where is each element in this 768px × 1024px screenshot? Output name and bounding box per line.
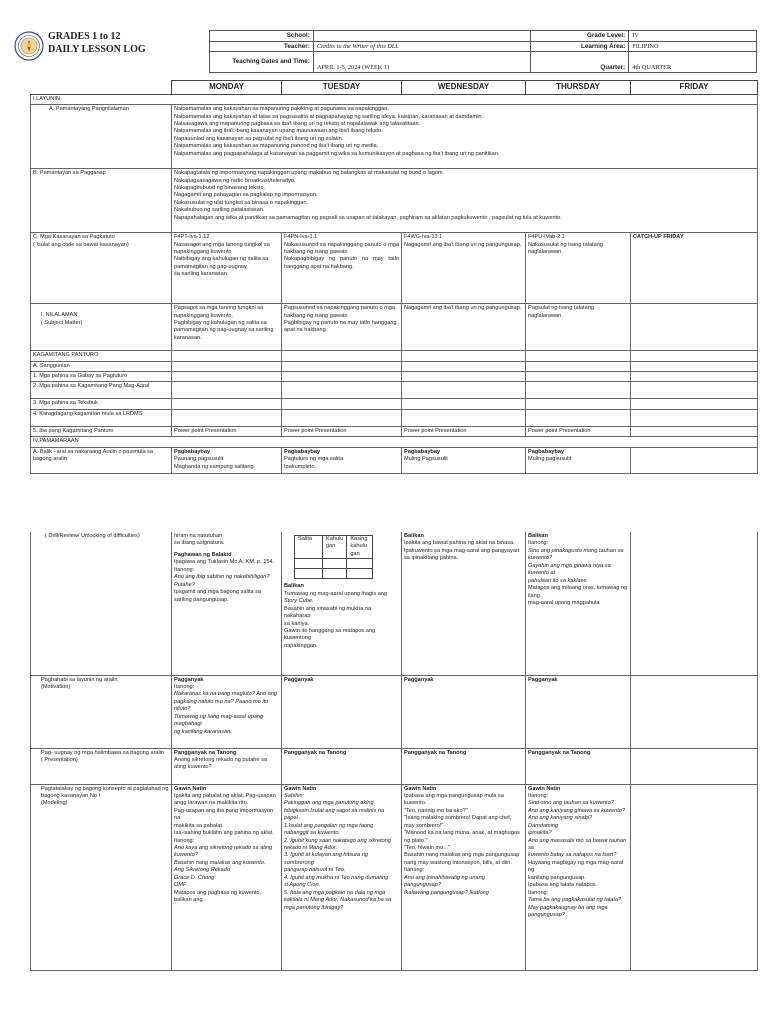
nilalaman-tuesday: Pagsusunod sa napakinggang panuto o mga hakbang ng isang gawain Pagbibigay ng panuto na may tatlo hanggang apat na hakbang <box>282 304 402 351</box>
ppt-tuesday: Power point Presentation <box>282 426 402 436</box>
mini-header-kahulugan: Kahulu gan <box>323 536 347 559</box>
modeling-monday: Gawin Natin Ipakita ang pabalat ng aklat,.Pag-usapan angg larawan na makikita rito. Pag-usapan ang iba pang impormasyon na makikita sa pabalat. Isa-isahing buklatin ang pahina ng aklat. Itanong: Ano kaya ang sikretong rekado sa ating kuwento? Basahin nang malakas ang kuwento. Ang Sikretong Rekado Grace D. Chong OMF Matapos ang pagbasa ng kuwento, balikan ang <box>172 784 282 970</box>
nilalaman-monday: Pagsagot sa mga tanong tungkol sa napakinggang kuwento. Pagbibigay ng kahulugan ng salita sa pamamagitan ng pag-uugnay sa sariling karanasan. <box>172 304 282 351</box>
modeling-wednesday: Gawin Natin Ipabasa ang mga pangungusap mula sa kuwento. "Teo, narinig mo ba ako?" "Isang malaking sombrero! Dapat ang chef, may sombrero!" "Manood ka na lang muna, anak, at maghugas ng plato." "Teo, hiwain mo..." Basahin nang malakas ang mga pangungusap nang may wastong intonasyon, bilis, at diin. Itanong: Ano ang ipinahihiwatig ng unang pangungusap? Ikalawang pangungusap? Ikatlong <box>402 784 526 970</box>
presentation-tuesday: Pangganyak na Tanong <box>282 748 402 784</box>
lesson-table-page2 <box>30 532 758 971</box>
presentation-thursday: Pangganyak na Tanong <box>526 748 631 784</box>
seal-icon <box>14 31 44 61</box>
balik-aral-thursday: Pagbabaybay Muling pagsusulit <box>526 447 631 473</box>
pamantayang-pangnilalaman-label: A. Pamantayang Pangnilalaman <box>31 105 172 169</box>
grade-value: IV <box>629 31 757 42</box>
day-monday: MONDAY <box>172 81 282 95</box>
kagamitan-heading: KAGAMITANG PANTURO <box>31 351 172 361</box>
presentation-label: Pag- uugnay ng mga halimbawa sa bagong aralin ( Presentation) <box>31 748 172 784</box>
school-label: School: <box>210 31 314 42</box>
modeling-thursday: Gawin Natin Itanong: Sino-sino ang tauhan sa kuwento? Ano ang kaniyang ginawa sa kuwento? Ano ang kaniyang sinabi? Damdaming ipinakita? Ano ang masasabi mo sa bawat tauhan sa kuwento batay sa natapos na tsart? Hayaang magbigay ng mga mag-aaral ng kanilang pangungusap. Ipabasa ang talata natapos. Itanong: Tama ba ang pagkakasulat ng talata? May pagkakaugnay ba ang mga pangungusap? <box>526 784 631 970</box>
teacher-label: Teacher: <box>210 41 314 52</box>
area-label: Learning Area: <box>531 41 629 52</box>
pamantayan-sa-pagganap-text: Nakapagtatala ng impormasyong napakinggan upang makabuo ng balangkas at makasulat ng buod o lagom. Nakapagsasagawa ng radio broadcast/teleradyo. Nakapagbubuod ng binasang teksto. Nagagamit ang pahayagan sa pagkalap ng impormasyon. Nakasusulat ng ulat tungkol sa binasa o napakinggan. Nakabubuo ng sariling patalastasan. Napapahalagan ang wika at panitikan sa pamamagitan ng pagsali sa usapan at talakayan, paghiram sa aklatan pagkukuwento , pagsulat ng tula at kuwento. <box>172 169 758 233</box>
day-wednesday: WEDNESDAY <box>402 81 526 95</box>
mini-header-salita: Salita <box>295 536 323 559</box>
pamamaraan-heading: IV.PAMAMARAAN <box>31 437 758 447</box>
kasanayan-friday: CATCH-UP FRIDAY <box>631 233 758 304</box>
kasanayan-label: C. Mga Kasanayan sa Pagkatuto ( Isulat ang code sa bawat kasanayan) <box>31 233 172 304</box>
teacher-value: Credits to the Writer of this DLL <box>313 41 531 52</box>
drill-wednesday: Balikan Ipakita ang bawat pahina ng aklat na binasa. Ipakuwento sa mga mag-aaral ang pangyayari sa ipinakitang pahina. <box>402 532 526 675</box>
teksbuk-label: 3. Mga pahina sa Teksbuk <box>31 399 172 409</box>
balik-aral-wednesday: Pagbabaybay Muling Pagsusulit <box>402 447 526 473</box>
meta-table <box>209 30 757 73</box>
ppt-wednesday: Power point Presentation <box>402 426 526 436</box>
quarter-value: 4th QUARTER <box>629 52 757 73</box>
drill-label: ( Drill/Review/ Unlocking of difficulties) <box>31 532 172 675</box>
motivation-label: Paghahabi sa layunin ng aralin (Motivation) <box>31 675 172 748</box>
drill-tuesday: Salita Kahulu gan Kasing kahulu gan Balikan Tumawag ng mag-aaral upang ihagis ang Story Cube. Basahin ang sinasabi ng mukha na nakaharap sa kaniya. Gawin ito hanggang sa matapos ang kuwentong napakinggan. <box>282 532 402 675</box>
mini-header-kasingkahulugan: Kasing kahulu gan <box>347 536 373 559</box>
motivation-monday: Pagganyak Itanong: Nakaranas ka na bang magluto? Ano ang pagkaing naluto mo na? Paano mo ito niluto? Tumawag ng ilang mag-aaral upang magbahagi ng kanilang karanasan. <box>172 675 282 748</box>
nilalaman-wednesday: Nagagamit ang iba't ibang uri ng pangungusap. <box>402 304 526 351</box>
ppt-thursday: Power point Presentation <box>526 426 631 436</box>
ppt-monday: Power point Presentation <box>172 426 282 436</box>
day-thursday: THURSDAY <box>526 81 631 95</box>
title-dll: DAILY LESSON LOG <box>48 44 146 55</box>
school-value <box>313 31 531 42</box>
kagamitang-pang-mag-aaral-label: 2. Mga pahina sa Kagamitang Pang Mag-Aaral <box>31 382 172 399</box>
title-grades: GRADES 1 to 12 <box>48 31 121 42</box>
kasanayan-monday: F4PT-Iva-1.12 Nasasagot ang mga tanong tungkol sa napakinggang kuwento Naibibigay ang kahulugan ng salita sa pamamagitan ng pag-uugnay sa sariling karanasan <box>172 233 282 304</box>
grade-label: Grade Level: <box>531 31 629 42</box>
balik-aral-tuesday: Pagbabaybay Pagtuturo ng mga salita Ipakumpleto. <box>282 447 402 473</box>
dates-value: APRIL 1-5, 2024 (WEEK 1) <box>313 52 531 73</box>
presentation-monday: Pangganyak na Tanong Anong sikretong rekado ng putahe sa ating kuwento? <box>172 748 282 784</box>
salita-table <box>294 535 373 579</box>
sanggunian-label: A. Sanggunian <box>31 361 172 371</box>
modeling-tuesday: Gawin Natin Sabihin: Pakinggan ang mga panutong aking bibigkasin.Isulat ang sagot sa malinis na papel . 1.Isulat ang pangalan ng mga taong nabanggit sa kuwento. 2. Iguhit kung saan nakatago ang sikretong rekado ni Mang Ador. 3. Iguhit at kulayan ang hitsura ng sombrerong pangarap naisuot ni Teo. 4. Iguhit ang mukha ni Teo nang dumating si Apong Cion. 5. Itala ang mga pagkain na dala ng mga kakilala ni Mang Ador. Nakasunod ka ba sa mga panutong ibinigay? <box>282 784 402 970</box>
day-tuesday: TUESDAY <box>282 81 402 95</box>
nilalaman-label: I. NILALAMAN ( Subject Matter) <box>31 304 172 351</box>
gabay-label: 1. Mga pahina sa Gabay sa Pagtuturo <box>31 371 172 381</box>
day-header-row <box>31 81 758 95</box>
motivation-thursday: Pagganyak <box>526 675 631 748</box>
motivation-tuesday: Pagganyak <box>282 675 402 748</box>
drill-thursday: Balikan Itanong: Sino ang pinakagusto mong tauhan sa kuwento? Gayahin ang mga ginawa niya sa kuwento at pahulaan ito sa kaklase. Matapos ang inilaang oras, tumawag ng ilang mag-aaral upang magpahula <box>526 532 631 675</box>
deped-seal <box>14 31 44 61</box>
lesson-table-page1 <box>30 80 758 474</box>
motivation-wednesday: Pagganyak <box>402 675 526 748</box>
area-value: FILIPINO <box>629 41 757 52</box>
kasanayan-tuesday: F4PN-Iva-1.1 Nakasusunod sa napakinggang panuto o mga hakbang ng isang gawain Nakapagbibigay ng panuto na may tatlo hanggang apat na hakbang. <box>282 233 402 304</box>
drill-monday: hiram na natutuhan sa ibang asignatura. Paghawan ng Balakid Ipagawa ang Tuklasin Mo A, KM, p. 154. Itanong: Ano ang ibig sabihin ng nakahihiligan? Putahe? Ipagamit ang mga bagong salita sa sariling pangungusap. <box>172 532 282 675</box>
dates-label: Teaching Dates and Time: <box>210 52 314 73</box>
presentation-wednesday: Pangganyak na Tanong <box>402 748 526 784</box>
balik-aral-label: A. Balik –aral sa nakaraang Aralin o pasimula sa bagong aralin <box>31 447 172 473</box>
kasanayan-thursday: F4PU-IVab-2.1 Nakasusulat ng isang talatang naglalarawan <box>526 233 631 304</box>
lrdms-label: 4. Karagdagang kagamitan mula sa LRDMS <box>31 409 172 426</box>
nilalaman-thursday: Pagsulat ng isang talatang naglalarawan <box>526 304 631 351</box>
layunin-heading: I.LAYUNIN <box>31 94 758 104</box>
day-friday: FRIDAY <box>631 81 758 95</box>
modeling-label: Pagtatalakay ng bagong konsepto at paglalahad ng bagong kasanayan No I (Modeling) <box>31 784 172 970</box>
quarter-label: Quarter: <box>531 52 629 73</box>
kasanayan-wednesday: F4WG-Iva-13.1 Nagagamit ang iba't ibang uri ng pangungusap. <box>402 233 526 304</box>
iba-pang-kagamitan-label: 5. Iba pang Kagamitang Panturo <box>31 426 172 436</box>
pamantayan-sa-pagganap-label: B. Pamantayan sa Pagganap <box>31 169 172 233</box>
balik-aral-monday: Pagbabaybay Paunang pagsusulit Maghanda ng sampung salitang <box>172 447 282 473</box>
pamantayang-pangnilalaman-text: Naipamamalas ang kakayahan sa mapanuring pakikinig at pagunawa sa napakinggan. Naipamamalas ang kakayahan at tatas sa pagsasalita at pagpapahayag ng sariling ideya, kaisipan, karanasan at damdamin. Naisasagawa ang mapanuring pagbasa sa iba't ibang uri ng teksto at napalalawak ang talasalitaan. Naipamamalas ang iba't ibang kasanayan upang maunawaan ang iba't ibang teksto. Napauunlad ang kasanayan sa pagsulat ng iba't ibang uri ng sulatin. Naipamamalas ang kakayahan sa mapanuring panood ng iba't ibang uri ng media. Naipamamalas ang pagpapahalaga at kasanayan sa paggamit ng wika sa komunikasyon at pagbasa ng iba't ibang uri ng panitikan. <box>172 105 758 169</box>
